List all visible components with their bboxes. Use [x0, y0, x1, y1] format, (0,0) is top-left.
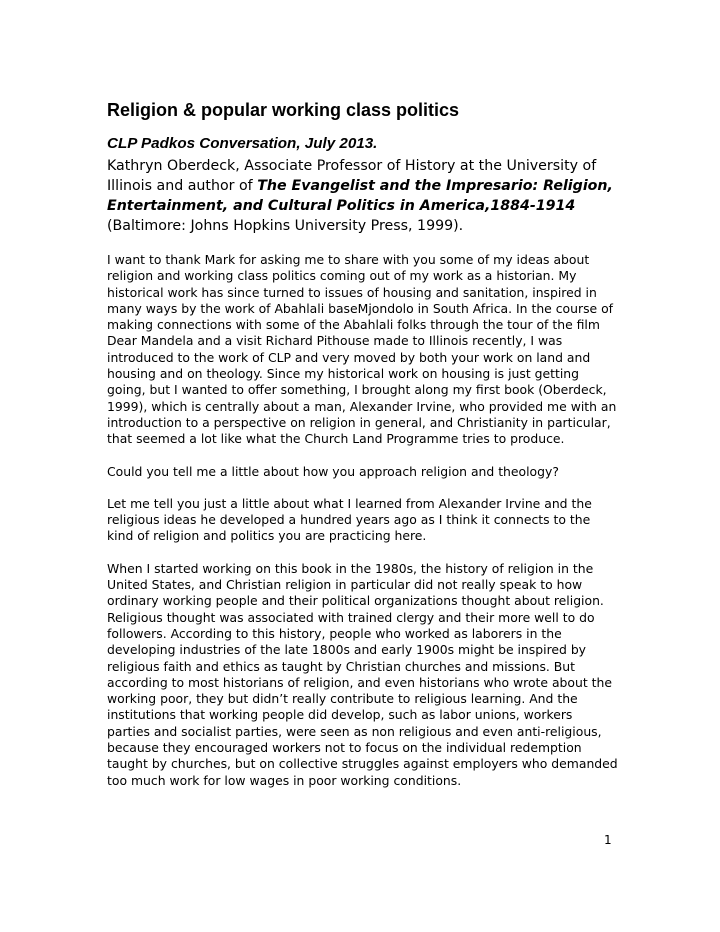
document-subtitle: CLP Padkos Conversation, July 2013. [107, 135, 378, 152]
page-number: 1 [604, 833, 612, 847]
author-intro-publication: (Baltimore: Johns Hopkins University Press, 1999). [107, 218, 464, 234]
document-title: Religion & popular working class politics [107, 100, 460, 120]
author-intro-text: Kathryn Oberdeck, Associate Professor of History at the University of Illinois and author of [107, 158, 597, 194]
page-content [107, 98, 619, 805]
author-intro [107, 156, 619, 236]
book-title: The Evangelist and the Impresario: Religion, Entertainment, and Cultural Politics in America,1884-1914 [107, 178, 613, 214]
paragraph-thanks: I want to thank Mark for asking me to share with you some of my ideas about religion and working class politics coming out of my work as a historian. My historical work has since turned to issues of housing and sanitation, inspired in many ways by the work of Abahlali baseMjondolo in South Africa. In the course of making connections with some of the Abahlali folks through the tour of the film Dear Mandela and a visit Richard Pithouse made to Illinois recently, I was introduced to the work of CLP and very moved by both your work on land and housing and on theology. Since my historical work on housing is just getting going, but I wanted to offer something, I brought along my first book (Oberdeck, 1999), which is centrally about a man, Alexander Irvine, who provided me with an introduction to a perspective on religion in general, and Christianity in particular, that seemed a lot like what the Church Land Programme tries to produce. [107, 252, 617, 447]
paragraph-question: Could you tell me a little about how you approach religion and theology? [107, 463, 559, 479]
paragraph-history: When I started working on this book in the 1980s, the history of religion in the United States, and Christian religion in particular did not really speak to how ordinary working people and their political organizations thought about religion. Religious thought was associated with trained clergy and their more well to do followers. According to this history, people who worked as laborers in the developing industries of the late 1800s and early 1900s might be inspired by religious faith and ethics as taught by Christian churches and missions. But according to most historians of religion, and even historians who wrote about the working poor, they but didn’t really contribute to religious learning. And the institutions that working people did develop, such as labor unions, workers parties and socialist parties, were seen as non religious and even anti-religious, because they encouraged workers not to focus on the individual redemption taught by churches, but on collective struggles against employers who demanded too much work for low wages in poor working conditions. [107, 560, 618, 788]
paragraph-irvine: Let me tell you just a little about what I learned from Alexander Irvine and the religious ideas he developed a hundred years ago as I think it connects to the kind of religion and politics you are practicing here. [107, 495, 592, 544]
